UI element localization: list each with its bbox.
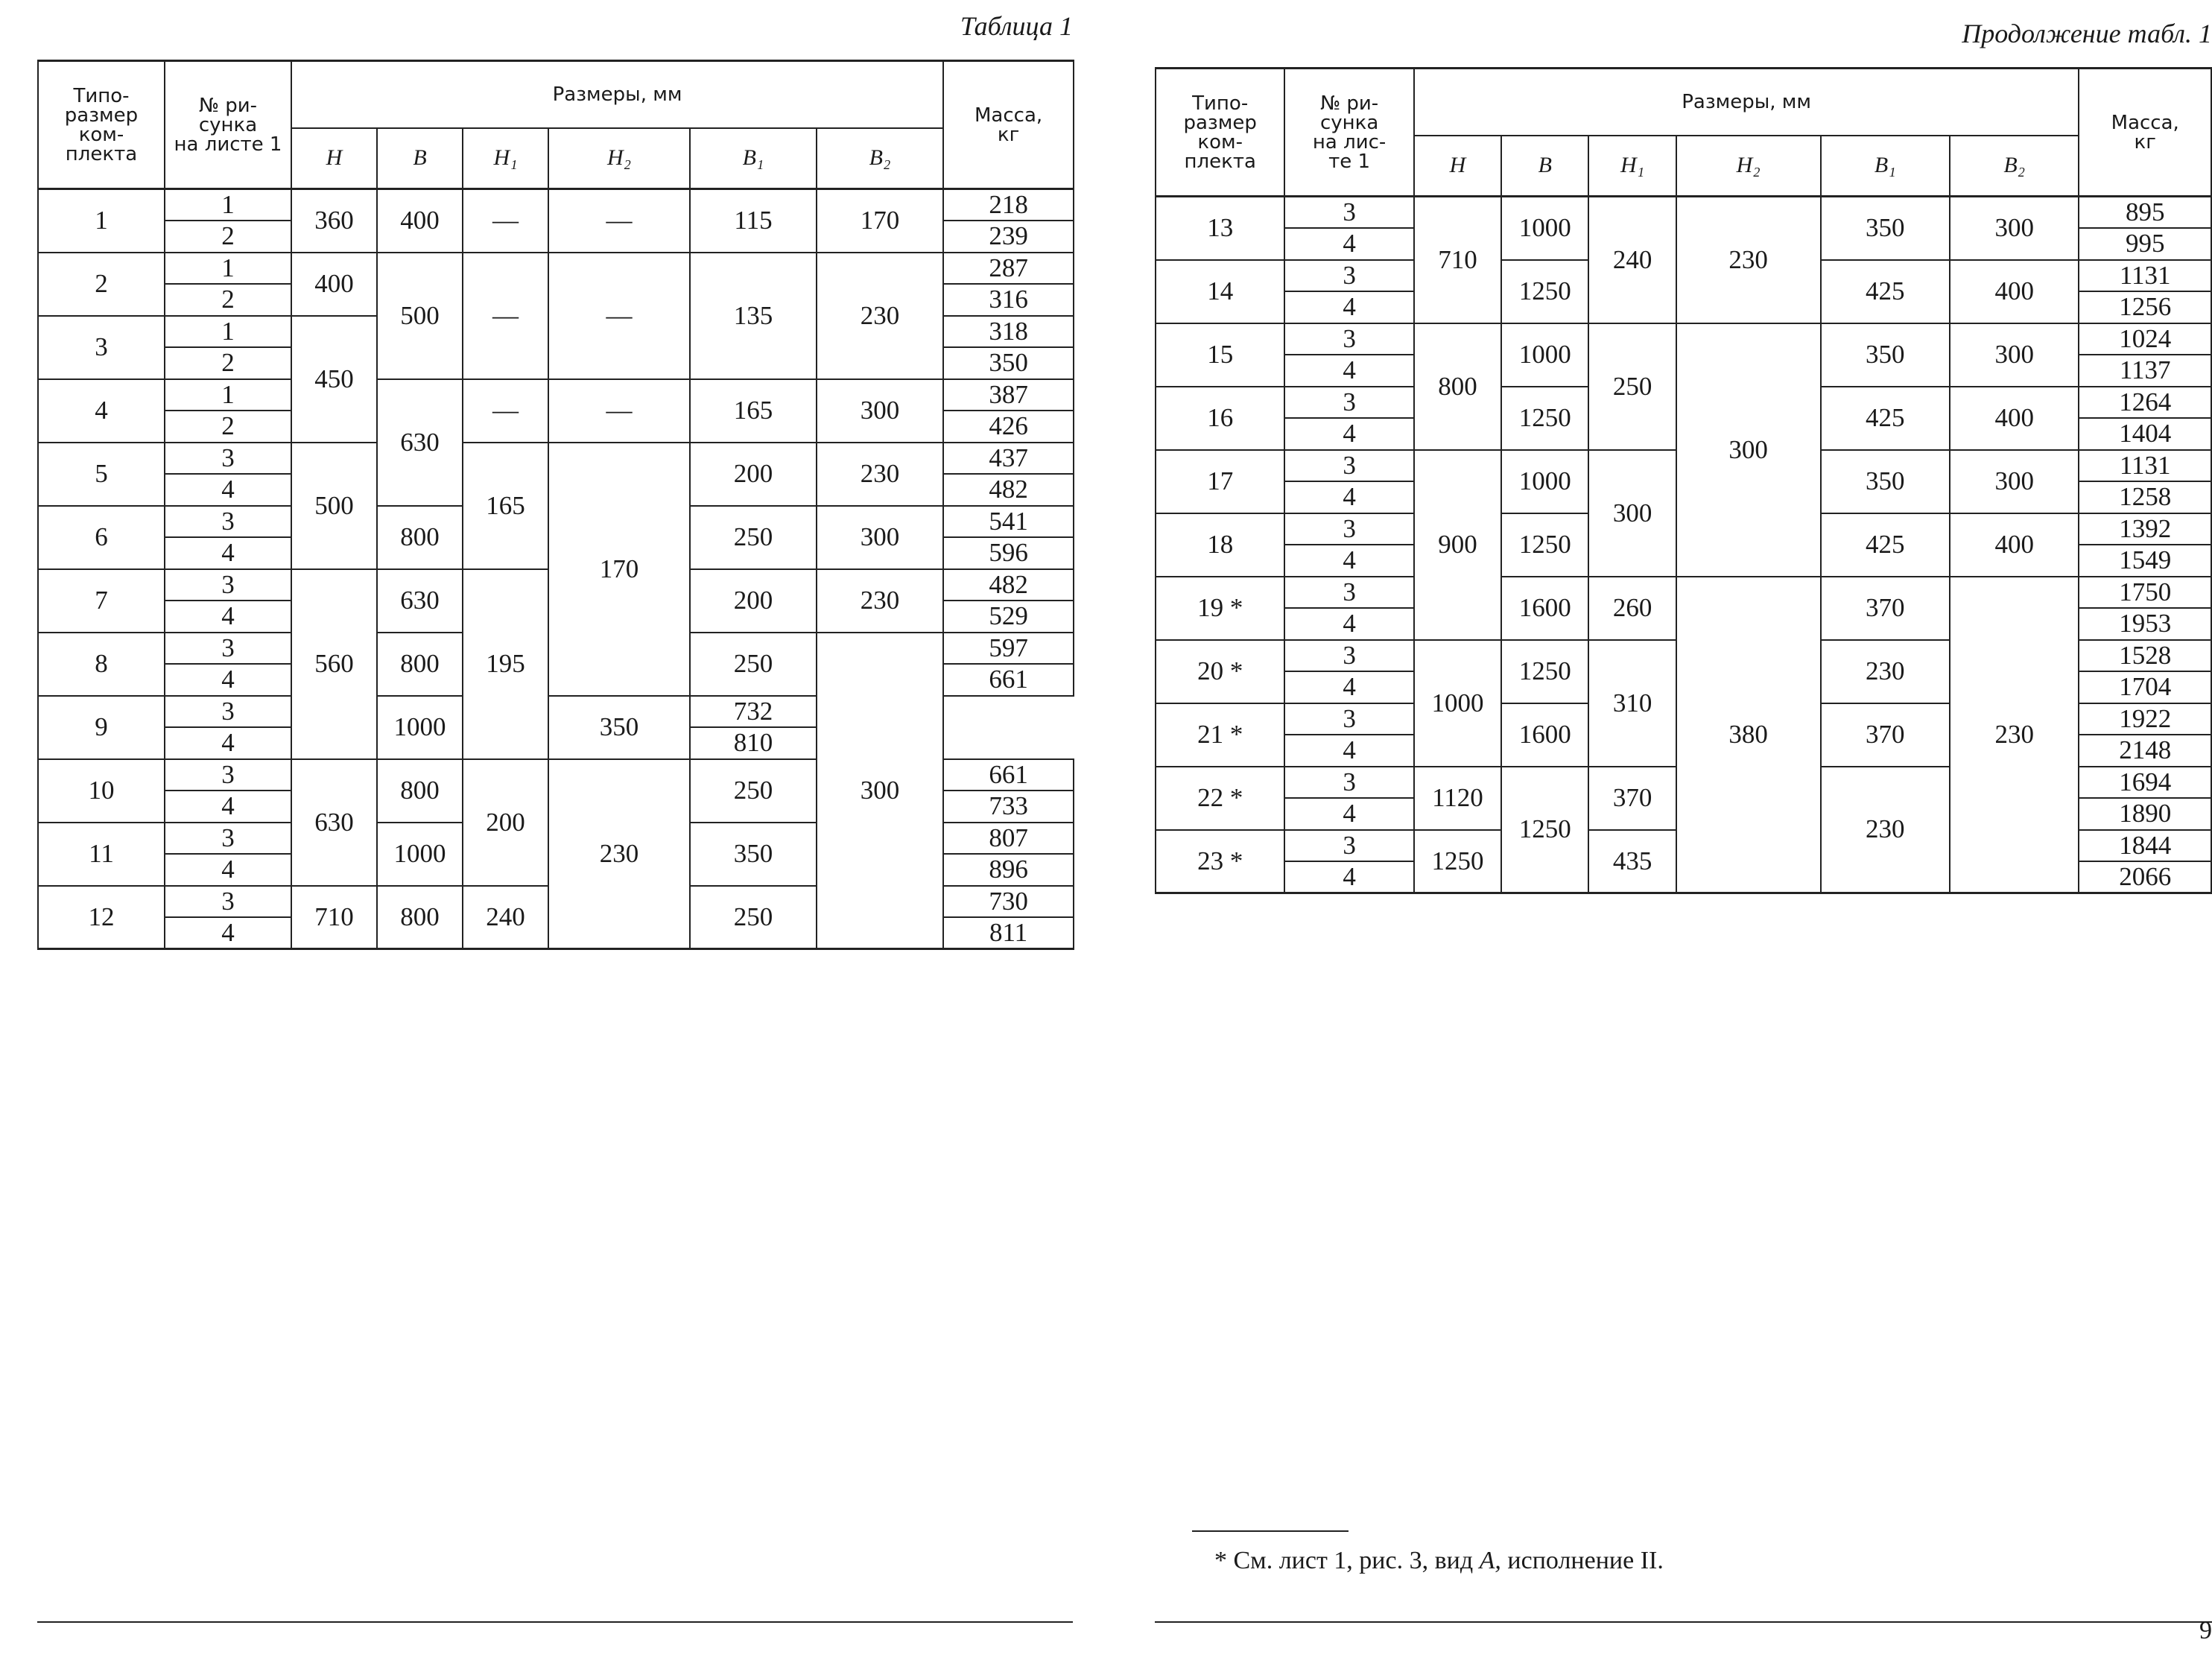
cell-B: 800 [377,886,463,949]
cell-mass: 1953 [2079,608,2211,640]
header-B1: B₁ [690,128,817,189]
cell-H1: — [463,253,548,379]
cell-mass: 1137 [2079,355,2211,387]
header-H: H [1414,136,1501,197]
cell-B: 1000 [1501,197,1588,260]
cell-B1: 350 [690,823,817,886]
cell-B1: 370 [1821,577,1950,640]
cell-H2: — [548,189,690,253]
cell-B2: 400 [1950,387,2079,450]
cell-B1: 350 [548,696,690,759]
figure-number: 4 [165,791,291,823]
set-number: 12 [38,886,165,949]
cell-B1: 200 [690,443,817,506]
cell-H: 800 [1414,323,1501,450]
cell-mass: 541 [943,506,1074,538]
cell-B: 1000 [1501,323,1588,387]
cell-mass: 1024 [2079,323,2211,355]
cell-H2: — [548,253,690,379]
cell-B: 1000 [377,696,463,759]
header-figure: № ри- сунка на лис- те 1 [1284,69,1413,197]
cell-B: 1250 [1501,767,1588,893]
cell-mass: 1131 [2079,260,2211,292]
cell-mass: 596 [943,537,1074,569]
set-number: 11 [38,823,165,886]
cell-mass: 661 [943,759,1074,791]
cell-H1: 240 [1588,197,1676,323]
cell-mass: 1392 [2079,513,2211,545]
set-number: 4 [38,379,165,443]
cell-H1: 370 [1588,767,1676,830]
right-page [1132,0,2212,1663]
figure-number: 4 [165,601,291,633]
cell-B1: 135 [690,253,817,379]
cell-H1: 195 [463,569,548,759]
footnote [1214,1547,1664,1575]
figure-number: 4 [1284,418,1413,450]
cell-B: 1250 [1501,387,1588,450]
footnote-text: См. лист 1, рис. 3, вид [1233,1547,1474,1574]
cell-B1: 115 [690,189,817,253]
cell-mass: 661 [943,664,1074,696]
cell-B: 800 [377,759,463,823]
cell-mass: 426 [943,411,1074,443]
figure-number: 3 [1284,577,1413,609]
cell-mass: 2066 [2079,861,2211,893]
header-B2: B₂ [1950,136,2079,197]
cell-B2: 300 [1950,197,2079,260]
cell-B2: 400 [1950,260,2079,323]
cell-B1: 250 [690,506,817,569]
cell-B: 500 [377,253,463,379]
header-H2: H₂ [1676,136,1821,197]
cell-H1: 435 [1588,830,1676,893]
cell-H: 560 [291,569,377,759]
cell-H1: 260 [1588,577,1676,640]
figure-number: 3 [1284,387,1413,419]
header-type: Типо- размер ком- плекта [38,61,165,189]
set-number: 21 * [1156,703,1284,767]
cell-H1: 165 [463,443,548,569]
cell-B: 630 [377,569,463,633]
cell-B1: 350 [1821,450,1950,513]
cell-B1: 425 [1821,260,1950,323]
figure-number: 4 [1284,481,1413,513]
cell-B2: 300 [1950,450,2079,513]
cell-H: 710 [291,886,377,949]
cell-B1: 350 [1821,323,1950,387]
figure-number: 4 [165,474,291,506]
header-B2: B₂ [817,128,943,189]
cell-B: 1250 [1501,640,1588,703]
cell-H: 710 [1414,197,1501,323]
cell-B: 1000 [1501,450,1588,513]
cell-mass: 318 [943,316,1074,348]
cell-mass: 1922 [2079,703,2211,735]
figure-number: 1 [165,316,291,348]
cell-H2: — [548,379,690,443]
figure-number: 3 [165,569,291,601]
cell-H: 360 [291,189,377,253]
header-H2: H₂ [548,128,690,189]
figure-number: 4 [1284,291,1413,323]
cell-H1: 240 [463,886,548,949]
cell-mass: 811 [943,917,1074,949]
cell-B1: 165 [690,379,817,443]
cell-B2: 300 [817,379,943,443]
cell-mass: 896 [943,854,1074,886]
cell-mass: 218 [943,189,1074,221]
cell-B1: 425 [1821,387,1950,450]
figure-number: 3 [165,823,291,855]
cell-H: 1250 [1414,830,1501,893]
cell-B1: 250 [690,633,817,696]
set-number: 5 [38,443,165,506]
header-mass: Масса, кг [943,61,1074,189]
figure-number: 3 [1284,450,1413,482]
cell-H1: 250 [1588,323,1676,450]
figure-number: 4 [1284,608,1413,640]
cell-mass: 810 [690,727,817,759]
header-H1: H₁ [1588,136,1676,197]
header-H1: H₁ [463,128,548,189]
cell-mass: 1750 [2079,577,2211,609]
figure-number: 3 [1284,767,1413,799]
cell-mass: 1264 [2079,387,2211,419]
cell-mass: 1258 [2079,481,2211,513]
cell-mass: 1256 [2079,291,2211,323]
figure-number: 2 [165,411,291,443]
cell-H2: 230 [548,759,690,949]
cell-mass: 1131 [2079,450,2211,482]
cell-B1: 230 [1821,640,1950,703]
figure-number: 3 [165,443,291,475]
header-H: H [291,128,377,189]
cell-mass: 1528 [2079,640,2211,672]
cell-mass: 807 [943,823,1074,855]
footnote-view: А, [1479,1547,1501,1574]
cell-mass: 239 [943,221,1074,253]
figure-number: 3 [165,759,291,791]
cell-B: 1000 [377,823,463,886]
bottom-rule [1155,1621,2212,1623]
figure-number: 3 [1284,323,1413,355]
cell-H: 1000 [1414,640,1501,767]
set-number: 1 [38,189,165,253]
set-number: 2 [38,253,165,316]
set-number: 16 [1156,387,1284,450]
footnote-rule [1192,1530,1349,1532]
figure-number: 4 [165,727,291,759]
cell-H: 1120 [1414,767,1501,830]
set-number: 22 * [1156,767,1284,830]
header-dimensions: Размеры, мм [1414,69,2079,136]
set-number: 23 * [1156,830,1284,893]
figure-number: 4 [165,917,291,949]
cell-B1: 250 [690,886,817,949]
header-B1: B₁ [1821,136,1950,197]
cell-H: 900 [1414,450,1501,640]
cell-H2: 170 [548,443,690,696]
cell-B2: 170 [817,189,943,253]
table-caption: Таблица 1 [960,11,1073,41]
cell-B: 800 [377,633,463,696]
cell-B2: 300 [1950,323,2079,387]
cell-B: 1250 [1501,513,1588,577]
cell-B2: 230 [1950,577,2079,893]
figure-number: 4 [165,854,291,886]
set-number: 3 [38,316,165,379]
figure-number: 3 [165,696,291,728]
set-number: 20 * [1156,640,1284,703]
figure-number: 1 [165,253,291,285]
header-figure: № ри- сунка на листе 1 [165,61,291,189]
header-dimensions: Размеры, мм [291,61,943,128]
figure-number: 3 [1284,640,1413,672]
figure-number: 3 [165,506,291,538]
figure-number: 1 [165,189,291,221]
cell-mass: 529 [943,601,1074,633]
footnote-star: * [1214,1547,1227,1574]
cell-mass: 597 [943,633,1074,665]
cell-B1: 230 [1821,767,1950,893]
cell-B: 400 [377,189,463,253]
figure-number: 2 [165,347,291,379]
cell-B2: 400 [1950,513,2079,577]
figure-number: 3 [1284,260,1413,292]
figure-number: 1 [165,379,291,411]
cell-mass: 1404 [2079,418,2211,450]
set-number: 19 * [1156,577,1284,640]
cell-B1: 250 [690,759,817,823]
cell-B2: 230 [817,253,943,379]
cell-mass: 895 [2079,197,2211,229]
cell-H: 630 [291,759,377,886]
figure-number: 4 [1284,735,1413,767]
figure-number: 4 [1284,228,1413,260]
cell-B: 630 [377,379,463,506]
cell-H2: 230 [1676,197,1821,323]
figure-number: 4 [1284,861,1413,893]
cell-H2: 300 [1676,323,1821,577]
cell-B2: 230 [817,443,943,506]
cell-mass: 316 [943,284,1074,316]
cell-H1: — [463,189,548,253]
bottom-rule [37,1621,1073,1623]
figure-number: 3 [1284,513,1413,545]
set-number: 15 [1156,323,1284,387]
cell-mass: 387 [943,379,1074,411]
set-number: 6 [38,506,165,569]
cell-H: 450 [291,316,377,443]
figure-number: 2 [165,221,291,253]
cell-H1: 200 [463,759,548,886]
set-number: 14 [1156,260,1284,323]
figure-number: 3 [165,886,291,918]
cell-H1: 310 [1588,640,1676,767]
dimensions-table [37,60,1074,950]
cell-B1: 200 [690,569,817,633]
figure-number: 4 [1284,545,1413,577]
page-number: 9 [2199,1617,2212,1644]
cell-B: 1250 [1501,260,1588,323]
header-B: B [377,128,463,189]
cell-mass: 2148 [2079,735,2211,767]
cell-mass: 1549 [2079,545,2211,577]
figure-number: 4 [1284,671,1413,703]
header-type: Типо- размер ком- плекта [1156,69,1284,197]
figure-number: 3 [1284,197,1413,229]
cell-mass: 733 [943,791,1074,823]
cell-B1: 370 [1821,703,1950,767]
set-number: 18 [1156,513,1284,577]
figure-number: 4 [165,664,291,696]
cell-H: 500 [291,443,377,569]
figure-number: 4 [1284,355,1413,387]
set-number: 8 [38,633,165,696]
set-number: 17 [1156,450,1284,513]
cell-mass: 482 [943,569,1074,601]
set-number: 7 [38,569,165,633]
figure-number: 3 [165,633,291,665]
footnote-text-end: исполнение II. [1507,1547,1664,1574]
header-B: B [1501,136,1588,197]
cell-B2: 300 [817,633,943,949]
set-number: 9 [38,696,165,759]
cell-mass: 287 [943,253,1074,285]
cell-H: 400 [291,253,377,316]
figure-number: 4 [1284,798,1413,830]
cell-mass: 1694 [2079,767,2211,799]
cell-H1: 300 [1588,450,1676,577]
cell-B1: 350 [1821,197,1950,260]
cell-mass: 437 [943,443,1074,475]
cell-mass: 1704 [2079,671,2211,703]
cell-B: 800 [377,506,463,569]
figure-number: 4 [165,537,291,569]
cell-H2: 380 [1676,577,1821,893]
left-page [0,0,1095,1663]
cell-B2: 300 [817,506,943,569]
cell-B: 1600 [1501,703,1588,767]
figure-number: 3 [1284,830,1413,862]
cell-B1: 425 [1821,513,1950,577]
cell-mass: 732 [690,696,817,728]
cell-B2: 230 [817,569,943,633]
cell-mass: 1844 [2079,830,2211,862]
dimensions-table-continued [1155,67,2212,894]
figure-number: 3 [1284,703,1413,735]
cell-mass: 730 [943,886,1074,918]
set-number: 10 [38,759,165,823]
cell-mass: 482 [943,474,1074,506]
cell-B: 1600 [1501,577,1588,640]
cell-mass: 350 [943,347,1074,379]
header-mass: Масса, кг [2079,69,2211,197]
cell-mass: 1890 [2079,798,2211,830]
cell-H1: — [463,379,548,443]
table-caption: Продолжение табл. 1 [1962,19,2212,48]
figure-number: 2 [165,284,291,316]
cell-mass: 995 [2079,228,2211,260]
set-number: 13 [1156,197,1284,260]
